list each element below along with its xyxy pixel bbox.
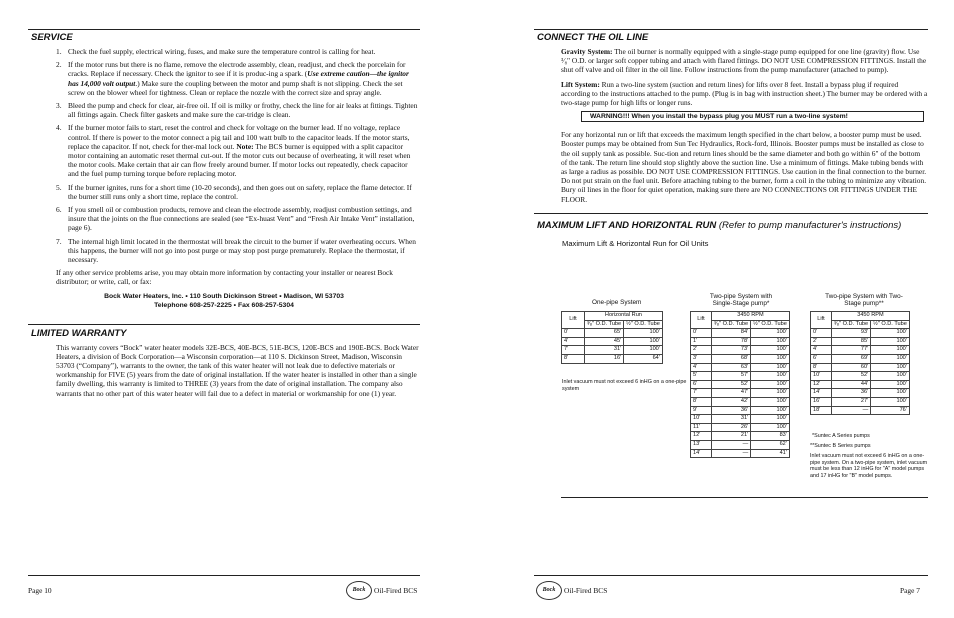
one-pipe-hrun-header: Horizontal Run bbox=[585, 312, 663, 321]
table-cell: 100' bbox=[751, 389, 790, 398]
table-cell: 100' bbox=[751, 397, 790, 406]
right-footer-rule bbox=[534, 575, 928, 576]
two-pipe-single-title: Two-pipe System with Single-Stage pump* bbox=[709, 293, 773, 307]
table-cell: 0' bbox=[811, 329, 832, 338]
table-cell: 12' bbox=[691, 432, 712, 441]
table-cell: 100' bbox=[751, 337, 790, 346]
table-cell: 6' bbox=[811, 354, 832, 363]
table-cell: 41' bbox=[751, 449, 790, 458]
table-row bbox=[691, 406, 790, 415]
table-cell: 31' bbox=[712, 415, 751, 424]
service-item-7: 7. The internal high limit located in the thermostat will break the circuit to the burner if water overheating occurs. When this happens, the burner will not go into post purge or may stop post purge prematurely. Replace the thermostat, if necessary. bbox=[56, 236, 416, 265]
company-phone: Telephone 608-257-2225 • Fax 608-257-5304 bbox=[154, 301, 294, 309]
table-row bbox=[811, 354, 910, 363]
right-page-number: Page 7 bbox=[900, 586, 920, 595]
table-cell: 13' bbox=[691, 440, 712, 449]
service-item-4: 4. If the burner motor fails to start, reset the control and check for voltage on the burner lead. If no voltage, replace control. If there is power to the motor connect a pig tail and 100 watt bulb to the capacitor leads. If the motor starts, replace the capacitor. If not, check for ther-mal lock out. Note: The BCS burner is equipped with a split capacitor motor containing an automatic reset thermal cut-out. If the motor cuts out because of overheating, it will reset when the motor cools. Make certain that air can flow freely around burner. If motor locks out repeatedly, check capacitor and the fuel pump turning torque before replacing motor. bbox=[56, 123, 411, 179]
warranty-text: This warranty covers “Bock” water heater models 32E-BCS, 40E-BCS, 51E-BCS, 120E-BCS and 190E-BCS. Bock Water Heaters, a division of Bock Corporation—a Wisconsin corporation—at 110 S. Dickinson Street, Madison, Wisconsin 53703 (“Company”), warrants to the owner, the tank of this water heater will not leak due to defective materials or workmanship for FIVE (5) years from the date of original installation. If the water heater is installed in other than a single family dwelling, this warranty is limited to THREE (3) years from the date of original installation. The company also warrants that no other part of this water heater will fail due to a defect in material or workmanship for one (1) year. bbox=[56, 342, 419, 398]
table-cell: 76' bbox=[871, 406, 910, 415]
connect-title: CONNECT THE OIL LINE bbox=[537, 32, 649, 43]
two-pipe-two-col1-header: ³⁄₈" O.D. Tube bbox=[832, 320, 871, 329]
two-pipe-two-col2-header: ½" O.D. Tube bbox=[871, 320, 910, 329]
table-cell: 100' bbox=[871, 329, 910, 338]
table-cell: 77' bbox=[832, 346, 871, 355]
table-row bbox=[691, 329, 790, 338]
service-item-6: 6. If you smell oil or combustion products, remove and clean the electrode assembly, readjust combustion settings, and insure that the joints on the flue connections are sealed (see “Ex-huast Vent” and “Fresh Air Intake Vent” installation, page 6). bbox=[56, 205, 415, 233]
two-pipe-two-table bbox=[810, 311, 910, 415]
table-row: 0' 65' 100' bbox=[562, 329, 663, 338]
table-cell: 27' bbox=[832, 397, 871, 406]
one-pipe-title: One-pipe System bbox=[592, 299, 642, 306]
table-cell: 100' bbox=[751, 372, 790, 381]
table-cell: 78' bbox=[712, 337, 751, 346]
right-page bbox=[534, 0, 928, 618]
table-row bbox=[811, 380, 910, 389]
table-cell: 16' bbox=[811, 397, 832, 406]
table-caption: Maximum Lift & Horizontal Run for Oil Units bbox=[562, 238, 709, 248]
left-page bbox=[28, 0, 420, 618]
table-cell: 36' bbox=[712, 406, 751, 415]
table-cell: 8' bbox=[811, 363, 832, 372]
table-cell: 4' bbox=[811, 346, 832, 355]
table-cell: 83' bbox=[751, 432, 790, 441]
table-cell: 11' bbox=[691, 423, 712, 432]
table-cell: 100' bbox=[871, 380, 910, 389]
one-pipe-col2-header: ½" O.D. Tube bbox=[624, 320, 663, 329]
service-item-1: 1. Check the fuel supply, electrical wiring, fuses, and make sure the temperature control is calling for heat. bbox=[56, 47, 376, 56]
table-cell: 7' bbox=[691, 389, 712, 398]
table-cell: 62' bbox=[751, 440, 790, 449]
table-cell: — bbox=[832, 406, 871, 415]
table-cell: 4' bbox=[691, 363, 712, 372]
table-cell: 2' bbox=[811, 337, 832, 346]
service-item-3: 3. Bleed the pump and check for clear, air-free oil. If oil is milky or frothy, check the line for air leaks at fittings. Tighten all fittings again. Check filter gaskets and make sure the car-tridge is clean. bbox=[56, 101, 418, 120]
table-cell: 57' bbox=[712, 372, 751, 381]
table-row: 8' 16' 64' bbox=[562, 354, 663, 363]
table-cell: 84' bbox=[712, 329, 751, 338]
table-row bbox=[691, 354, 790, 363]
booster-paragraph: For any horizontal run or lift that exceeds the maximum length specified in the chart below, a booster pump must be used. Booster pumps may be obtained from Sun Tec Hydraulics, Rock-ford, Illinois. Booster pumps must be installed as close to the oil supply tank as possible. Suc-tion and return lines should be the same diameter and both go within 6" of the bottom of the tank. The return line should stop slightly above the suction line. Use a minimum of fittings. Make tubing bends with as large a radius as possible. DO NOT USE COMPRESSION FITTINGS. Use caution in the final connection to the burner. Do not put strain on the fuel unit. Before attaching tubing to the burner, form a coil in the tubing to minimize any vibration. Bury oil lines in the floor for quiet operation, making sure there are NO CONNECTIONS OR FITTINGS UNDER THE FLOOR. bbox=[561, 130, 927, 204]
table-row bbox=[691, 432, 790, 441]
lift-paragraph: Lift System: Run a two-line system (suction and return lines) for lifts over 8 feet. Install a bypass plug if required according to the instructions attached to the pump. (Plug is in bag with instruction sheet.) The burner may be ordered with a two-stage pump for high lifts or longer runs. bbox=[561, 79, 928, 108]
table-row bbox=[691, 397, 790, 406]
table-cell: 60' bbox=[832, 363, 871, 372]
bypass-warning-box: WARNING!!! When you install the bypass plug you MUST run a two-line system! bbox=[581, 111, 924, 122]
two-pipe-two-rows bbox=[811, 329, 910, 415]
two-pipe-two-title: Two-pipe System with Two-Stage pump** bbox=[825, 293, 903, 307]
bock-logo-icon: Bock bbox=[346, 581, 372, 600]
suntec-b-note: **Suntec B Series pumps bbox=[810, 443, 871, 449]
table-cell: 69' bbox=[832, 354, 871, 363]
table-cell: 10' bbox=[811, 372, 832, 381]
table-row: 4' 45' 100' bbox=[562, 337, 663, 346]
one-pipe-table bbox=[561, 311, 663, 364]
table-cell: 100' bbox=[871, 346, 910, 355]
connect-body bbox=[534, 47, 928, 107]
service-contact-text: If any other service problems arise, you may obtain more information by contacting your installer or nearest Bock distributor; or write, call, or fax: bbox=[56, 268, 393, 287]
table-cell: 68' bbox=[712, 354, 751, 363]
table-row bbox=[811, 346, 910, 355]
table-cell: 100' bbox=[751, 346, 790, 355]
table-cell: 2' bbox=[691, 346, 712, 355]
two-pipe-two-rpm-header: 3450 RPM bbox=[832, 312, 910, 321]
table-cell: 100' bbox=[751, 406, 790, 415]
two-pipe-two-lift-header: Lift bbox=[811, 312, 832, 329]
two-pipe-single-col1-header: ³⁄₈" O.D. Tube bbox=[712, 320, 751, 329]
company-address: Bock Water Heaters, Inc. • 110 South Dickinson Street • Madison, WI 53703 bbox=[104, 292, 344, 300]
service-title: SERVICE bbox=[31, 32, 73, 43]
table-cell: 100' bbox=[751, 423, 790, 432]
table-cell: 93' bbox=[832, 329, 871, 338]
vacuum-note: Inlet vacuum must not exceed 6 inHG on a one-pipe system. On a two-pipe system, inlet vacuum must be less than 12 inHG for "A" model pumps and 17 inHG for "B" model pumps. bbox=[810, 453, 928, 479]
one-pipe-lift-header: Lift bbox=[562, 312, 585, 329]
two-pipe-single-col2-header: ½" O.D. Tube bbox=[751, 320, 790, 329]
two-pipe-single-lift-header: Lift bbox=[691, 312, 712, 329]
table-cell: 1' bbox=[691, 337, 712, 346]
table-bottom-rule bbox=[561, 497, 928, 498]
table-cell: 85' bbox=[832, 337, 871, 346]
table-row bbox=[691, 449, 790, 458]
table-cell: 0' bbox=[691, 329, 712, 338]
table-row bbox=[691, 440, 790, 449]
table-cell: 100' bbox=[751, 415, 790, 424]
maxlift-title: MAXIMUM LIFT AND HORIZONTAL RUN (Refer to pump manufacturer's instructions) bbox=[537, 219, 902, 231]
table-row bbox=[811, 337, 910, 346]
table-cell: 100' bbox=[871, 337, 910, 346]
table-cell: 100' bbox=[871, 372, 910, 381]
table-cell: 52' bbox=[712, 380, 751, 389]
table-row bbox=[811, 389, 910, 398]
table-cell: 100' bbox=[871, 389, 910, 398]
table-cell: 44' bbox=[832, 380, 871, 389]
table-cell: 100' bbox=[751, 380, 790, 389]
table-cell: 36' bbox=[832, 389, 871, 398]
table-row bbox=[811, 406, 910, 415]
table-cell: 9' bbox=[691, 406, 712, 415]
warranty-rule bbox=[28, 324, 420, 325]
table-cell: 100' bbox=[871, 363, 910, 372]
left-footer-rule bbox=[28, 575, 420, 576]
right-footer-title: Oil-Fired BCS bbox=[564, 586, 608, 595]
table-cell: 21' bbox=[712, 432, 751, 441]
table-cell: — bbox=[712, 449, 751, 458]
table-cell: 26' bbox=[712, 423, 751, 432]
table-cell: 14' bbox=[811, 389, 832, 398]
table-row: 7' 31' 100' bbox=[562, 346, 663, 355]
table-cell: 100' bbox=[751, 329, 790, 338]
warranty-title: LIMITED WARRANTY bbox=[31, 327, 127, 339]
table-row bbox=[811, 397, 910, 406]
table-cell: 100' bbox=[871, 397, 910, 406]
table-cell: — bbox=[712, 440, 751, 449]
table-row bbox=[691, 363, 790, 372]
table-cell: 63' bbox=[712, 363, 751, 372]
table-cell: 3' bbox=[691, 354, 712, 363]
table-row bbox=[691, 337, 790, 346]
two-pipe-single-rpm-header: 3450 RPM bbox=[712, 312, 790, 321]
bock-logo-icon: Bock bbox=[536, 581, 562, 600]
table-row bbox=[691, 372, 790, 381]
table-cell: 73' bbox=[712, 346, 751, 355]
table-row bbox=[691, 415, 790, 424]
left-page-number: Page 10 bbox=[28, 586, 52, 595]
table-row bbox=[691, 389, 790, 398]
table-cell: 100' bbox=[751, 363, 790, 372]
connect-rule bbox=[534, 29, 928, 30]
table-cell: 5' bbox=[691, 372, 712, 381]
table-cell: 8' bbox=[691, 397, 712, 406]
one-pipe-col1-header: ³⁄₈" O.D. Tube bbox=[585, 320, 624, 329]
one-pipe-note: Inlet vacuum must not exceed 6 inHG on a one-pipe system bbox=[562, 379, 687, 392]
table-cell: 42' bbox=[712, 397, 751, 406]
table-cell: 100' bbox=[871, 354, 910, 363]
service-body bbox=[28, 47, 420, 310]
table-row bbox=[691, 380, 790, 389]
table-row bbox=[811, 363, 910, 372]
table-row bbox=[691, 423, 790, 432]
left-footer-title: Oil-Fired BCS bbox=[374, 586, 418, 595]
maxlift-rule bbox=[534, 213, 928, 214]
gravity-paragraph: Gravity System: The oil burner is normally equipped with a single-stage pump equipped for one line (gravity) flow. Use ³⁄₈" O.D. or larger soft copper tubing and attach with flared fittings. DO NOT USE COMPRESSION FITTINGS. Install the shut off valve and oil filter in the oil line. Follow instructions from the pump manufacturer (attached to pump). bbox=[561, 47, 927, 75]
two-pipe-single-rows bbox=[691, 329, 790, 458]
table-cell: 12' bbox=[811, 380, 832, 389]
service-item-2: 2. If the motor runs but there is no flame, remove the electrode assembly, clean, readjust, and check the porcelain for cracks. Replace if necessary. Check the ignitor to see if it is produc-ing a spark. (Use extreme caution—the ignitor has 14,000 volt output.) Make sure the coupling between the motor and pump shaft is not slipping. Check the set screw on the blower wheel for tightness. Clean or replace the nozzle with the correct size and spray angle. bbox=[56, 60, 409, 97]
table-cell: 100' bbox=[751, 354, 790, 363]
table-cell: 47' bbox=[712, 389, 751, 398]
table-row bbox=[691, 346, 790, 355]
table-row bbox=[811, 329, 910, 338]
table-cell: 52' bbox=[832, 372, 871, 381]
table-row bbox=[811, 372, 910, 381]
table-cell: 14' bbox=[691, 449, 712, 458]
table-cell: 10' bbox=[691, 415, 712, 424]
service-item-5: 5. If the burner ignites, runs for a short time (10-20 seconds), and then goes out on safety, replace the flame detector. If the burner still runs only a short time, replace the control. bbox=[56, 182, 412, 201]
service-list bbox=[28, 47, 420, 264]
two-pipe-single-table bbox=[690, 311, 790, 458]
suntec-a-note: *Suntec A Series pumps bbox=[812, 433, 870, 439]
table-cell: 6' bbox=[691, 380, 712, 389]
service-rule bbox=[28, 29, 420, 30]
table-cell: 18' bbox=[811, 406, 832, 415]
